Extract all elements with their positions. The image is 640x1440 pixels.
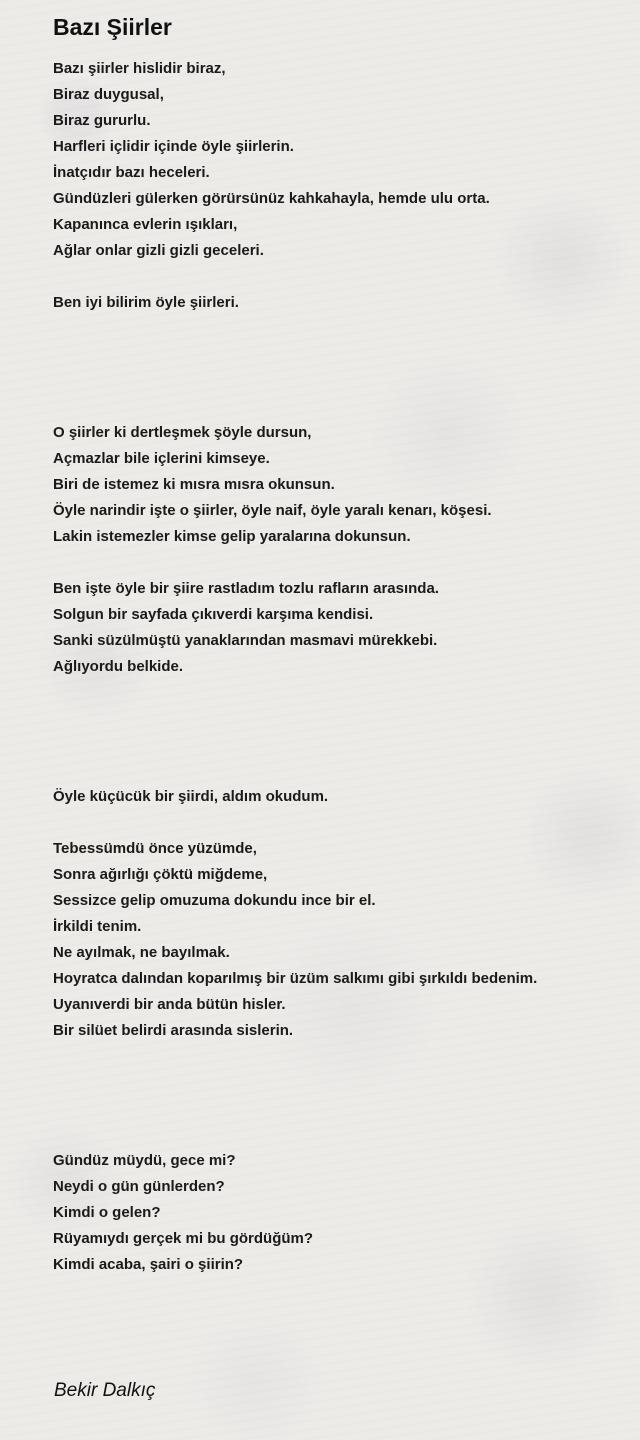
poem-line: Biraz duygusal, xyxy=(53,86,164,103)
poem-line: İnatçıdır bazı heceleri. xyxy=(53,164,210,181)
poem-line: Kimdi acaba, şairi o şiirin? xyxy=(53,1256,244,1273)
stanza-4 xyxy=(53,576,623,680)
section-gap xyxy=(53,1044,623,1148)
poem-line: Lakin istemezler kimse gelip yaralarına dokunsun. xyxy=(53,528,411,545)
stanza-3 xyxy=(53,420,623,550)
poem-line: Ağlıyordu belkide. xyxy=(53,658,184,675)
stanza-gap xyxy=(53,264,623,290)
poem-container xyxy=(53,12,623,1278)
section-gap xyxy=(53,680,623,784)
poem-line: Gündüzleri gülerken görürsünüz kahkahayla, hemde ulu orta. xyxy=(53,190,490,207)
poem-line: Sanki süzülmüştü yanaklarından masmavi mürekkebi. xyxy=(53,632,438,649)
poem-line: Sonra ağırlığı çöktü miğdeme, xyxy=(53,866,268,883)
poem-line: Harfleri içlidir içinde öyle şiirlerin. xyxy=(53,138,294,155)
poem-line: Kimdi o gelen? xyxy=(53,1204,161,1221)
stanza-1 xyxy=(53,56,623,264)
poem-line: Biri de istemez ki mısra mısra okunsun. xyxy=(53,476,335,493)
stanza-6 xyxy=(53,836,623,1044)
stanza-2 xyxy=(53,290,623,316)
poem-line: Hoyratca dalından koparılmış bir üzüm salkımı gibi şırkıldı bedenim. xyxy=(53,970,538,987)
poem-line: Ben işte öyle bir şiire rastladım tozlu rafların arasında. xyxy=(53,580,439,597)
poem-line: Öyle küçücük bir şiirdi, aldım okudum. xyxy=(53,788,329,805)
poem-line: Açmazlar bile içlerini kimseye. xyxy=(53,450,270,467)
stanza-gap xyxy=(53,550,623,576)
poem-line: O şiirler ki dertleşmek şöyle dursun, xyxy=(53,424,312,441)
poem-line: Gündüz müydü, gece mi? xyxy=(53,1152,236,1169)
poem-line: Bir silüet belirdi arasında sislerin. xyxy=(53,1022,294,1039)
poem-title: Bazı Şiirler xyxy=(53,14,172,40)
poem-line: Sessizce gelip omuzuma dokundu ince bir el. xyxy=(53,892,376,909)
poem-line: Rüyamıydı gerçek mi bu gördüğüm? xyxy=(53,1230,314,1247)
section-gap xyxy=(53,316,623,420)
stanza-gap xyxy=(53,810,623,836)
poem-author: Bekir Dalkıç xyxy=(54,1380,156,1401)
poem-line: Ben iyi bilirim öyle şiirleri. xyxy=(53,294,239,311)
poem-line: Ağlar onlar gizli gizli geceleri. xyxy=(53,242,264,259)
poem-line: Uyanıverdi bir anda bütün hisler. xyxy=(53,996,286,1013)
poem-line: Neydi o gün günlerden? xyxy=(53,1178,225,1195)
poem-line: Öyle narindir işte o şiirler, öyle naif, öyle yaralı kenarı, köşesi. xyxy=(53,502,492,519)
stanza-5 xyxy=(53,784,623,810)
poem-line: İrkildi tenim. xyxy=(53,918,142,935)
poem-line: Solgun bir sayfada çıkıverdi karşıma kendisi. xyxy=(53,606,374,623)
stanza-7 xyxy=(53,1148,623,1278)
poem-line: Kapanınca evlerin ışıkları, xyxy=(53,216,238,233)
poem-line: Biraz gururlu. xyxy=(53,112,151,129)
poem-line: Bazı şiirler hislidir biraz, xyxy=(53,60,226,77)
poem-line: Ne ayılmak, ne bayılmak. xyxy=(53,944,230,961)
poem-line: Tebessümdü önce yüzümde, xyxy=(53,840,257,857)
